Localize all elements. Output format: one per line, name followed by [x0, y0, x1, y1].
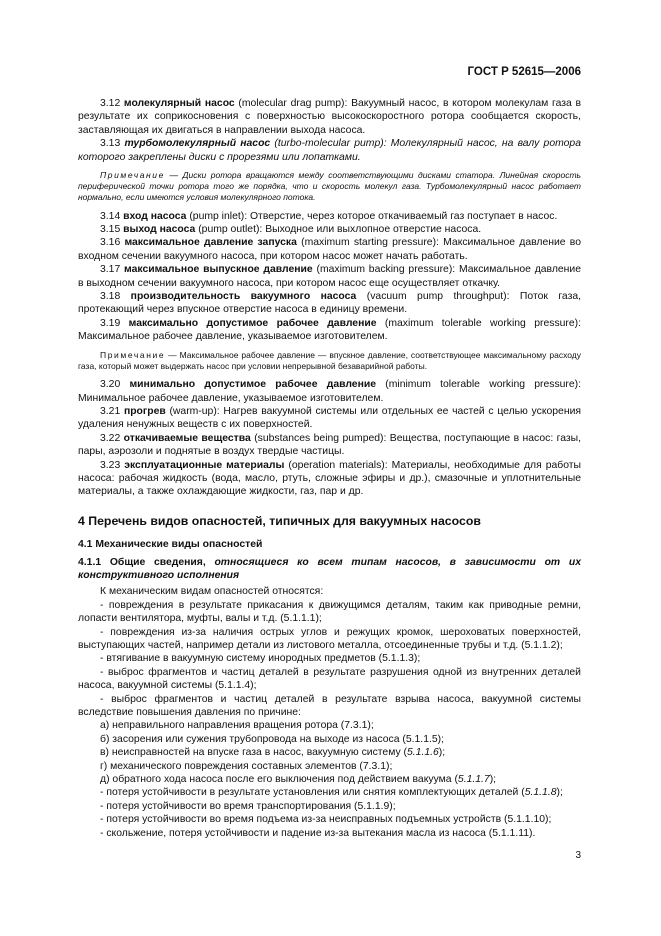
- definition-term: турбомолекулярный насос: [124, 138, 271, 150]
- list-item: [78, 746, 581, 759]
- definition-text: (vacuum pump throughput): Поток газа, протекающий через впускное отверстие насоса в единицу времени.: [78, 291, 581, 316]
- definition-text: (substances being pumped): Вещества, поступающие в насос: газы, пары, аэрозоли и поднятые в воздух твердые частицы.: [78, 432, 582, 458]
- list-item-text: в) неисправностей на впуске газа в насос, вакуумную систему (: [100, 747, 407, 759]
- definition-3-15: [78, 223, 581, 236]
- definitions-3-12-3-13: [78, 97, 581, 164]
- list-item: [78, 800, 581, 813]
- definition-text: (minimum tolerable working pressure): Минимальное рабочее давление, указываемое изготовителем.: [78, 379, 581, 404]
- definition-term: производительность вакуумного насоса: [130, 291, 357, 303]
- definition-3-19: [78, 317, 581, 344]
- list-item: [78, 786, 581, 799]
- list-item-text: б) засорения или сужения трубопровода на выходе из насоса (5.1.1.5);: [100, 733, 444, 745]
- note-2: [78, 350, 581, 372]
- list-item: - повреждения из-за наличия острых углов и режущих кромок, шероховатых поверхностей, выступающих частей, например детали из листового металла, отсоединенные трубы и т.д. (5.1.1.2);: [78, 626, 581, 652]
- definition-text: (turbo-molecular pump): Молекулярный насос, на валу ротора которого закреплены диски с прорезями или лопатками.: [78, 138, 581, 163]
- definitions-3-20-3-23: [78, 378, 581, 499]
- definition-3-17: [78, 263, 581, 290]
- definition-3-12: [78, 97, 581, 137]
- definition-term: эксплуатационные материалы: [124, 459, 285, 471]
- list-item-text: - потеря устойчивости во время транспортирования (5.1.1.9);: [100, 800, 396, 812]
- definition-text: (pump outlet): Выходное или выхлопное отверстие насоса.: [195, 224, 482, 236]
- clause-reference: 5.1.1.7: [457, 774, 490, 786]
- definition-text: (maximum tolerable working pressure): Максимальное рабочее давление, указываемое изготовителем.: [78, 317, 582, 343]
- definition-text: (maximum starting pressure): Максимальное давление во входном сечении вакуумного насоса, при котором насос может начать работать.: [78, 237, 581, 262]
- definition-text: (operation materials): Материалы, необходимые для работы насоса: рабочая жидкость (вода, масло, ртуть, сложные эфиры и др.), смазочные и уплотнительные материалы, а также охлаждающие жидкости, газ, пар и др.: [78, 459, 581, 498]
- definition-term: максимальное выпускное давление: [124, 264, 313, 276]
- list-item: [78, 733, 581, 746]
- definition-number: 3.14: [100, 210, 121, 222]
- definition-3-21: [78, 405, 581, 432]
- section-italic-title: относящиеся ко всем типам насосов, в зависимости от их конструктивного исполнения: [78, 556, 581, 581]
- list-item: - выброс фрагментов и частиц деталей в результате разрушения одной из внутренних деталей насоса, вакуумной системы (5.1.1.4);: [78, 666, 581, 692]
- list-item-text: - скольжение, потеря устойчивости и падение из-за вытекания масла из насоса (5.1.1.11).: [100, 827, 536, 839]
- section-4-1-heading: 4.1 Механические виды опасностей: [78, 539, 263, 551]
- intro-text: К механическим видам опасностей относятся:: [100, 586, 324, 598]
- note-text: — Диски ротора вращаются между соответствующими дисками статора. Линейная скорость периферической точки ротора того же порядка, что и скорость молекул газа. Турбомолекулярный насос работает нормально, если имеются условия молекулярного потока.: [78, 170, 581, 203]
- list-item-text: д) обратного хода насоса после его выключения под действием вакуума (: [100, 774, 458, 786]
- note-1: [78, 170, 581, 204]
- definition-text: (warm-up): Нагрев вакуумной системы или отдельных ее частей с целью ускорения удаления ненужных веществ с их поверхностей.: [78, 405, 581, 431]
- definition-term: откачиваемые вещества: [123, 432, 251, 444]
- definition-3-18: [78, 290, 581, 317]
- definition-number: 3.18: [100, 291, 121, 303]
- page-number: 3: [575, 850, 581, 861]
- clause-reference: 5.1.1.8: [524, 787, 557, 799]
- clause-reference: 5.1.1.6: [407, 747, 439, 759]
- list-item-text: - потеря устойчивости в результате установления или снятия комплектующих деталей (: [100, 787, 525, 799]
- list-item-text: г) механического повреждения составных элементов (7.3.1);: [100, 760, 393, 772]
- note-label: Примечание: [100, 349, 166, 360]
- note-label: Примечание: [100, 170, 165, 181]
- definition-number: 3.17: [100, 264, 121, 276]
- definitions-3-14-3-19: [78, 210, 581, 344]
- list-item: [78, 760, 581, 773]
- list-item-text: - потеря устойчивости во время подъема из-за неисправных подъемных устройств (5.1.1.10);: [100, 814, 552, 826]
- definition-number: 3.16: [100, 237, 121, 249]
- definition-text: (pump inlet): Отверстие, через которое откачиваемый газ поступает в насос.: [186, 210, 558, 222]
- definition-term: максимально допустимое рабочее давление: [128, 317, 377, 329]
- document-body: [78, 97, 581, 840]
- list-item-text: а) неправильного направления вращения ротора (7.3.1);: [100, 720, 374, 732]
- definition-number: 3.23: [100, 459, 121, 471]
- definition-3-22: [78, 432, 581, 459]
- definition-3-13: [78, 137, 581, 164]
- definition-number: 3.22: [100, 432, 121, 444]
- section-number: 4.1.1: [78, 556, 102, 568]
- definition-term: максимальное давление запуска: [124, 237, 297, 249]
- list-item: [78, 719, 581, 732]
- list-item-text-end: );: [489, 774, 497, 786]
- definition-term: молекулярный насос: [123, 98, 235, 109]
- definition-number: 3.20: [100, 379, 121, 391]
- definition-text: (molecular drag pump): Вакуумный насос, в котором молекулам газа в результате их соприкосновения с поверхностью высокоскоростного ротора сообщается скорость, заставляющая их двигаться в направлении выхода насоса.: [78, 98, 581, 136]
- hazard-sublist: [78, 719, 581, 840]
- section-bold-title: Общие сведения,: [101, 556, 206, 568]
- hazard-list: [78, 599, 581, 720]
- definition-3-16: [78, 236, 581, 263]
- list-item: - выброс фрагментов и частиц деталей в результате взрыва насоса, вакуумной системы вследствие повышения давления по причине:: [78, 693, 581, 719]
- definition-number: 3.21: [100, 405, 121, 417]
- definition-3-20: [78, 378, 581, 405]
- section-4-1-1-heading: [78, 556, 581, 583]
- list-item: - повреждения в результате прикасания к движущимся деталям, таким как приводные ремни, лопасти вентилятора, муфты, валы и т.д. (5.1.1.1);: [78, 599, 581, 625]
- list-item: - втягивание в вакуумную систему инородных предметов (5.1.1.3);: [100, 653, 421, 665]
- list-item: [78, 773, 581, 786]
- definition-term: минимально допустимое рабочее давление: [129, 379, 377, 391]
- note-text: — Максимальное рабочее давление — впускное давление, соответствующее максимальному расходу газа, который может выдержать насос при условии непрерывной безаварийной работы.: [78, 349, 581, 371]
- definition-number: 3.15: [100, 224, 121, 236]
- definition-number: 3.13: [100, 138, 121, 150]
- section-4-heading: 4 Перечень видов опасностей, типичных для вакуумных насосов: [78, 513, 481, 528]
- list-item: [78, 827, 581, 840]
- definition-term: прогрев: [123, 405, 166, 417]
- definition-number: 3.12: [100, 98, 121, 109]
- definition-3-14: [78, 210, 581, 223]
- definition-3-23: [78, 459, 581, 499]
- document-id: ГОСТ Р 52615—2006: [467, 66, 581, 78]
- list-item-text-end: );: [438, 747, 446, 759]
- list-item: [78, 813, 581, 826]
- definition-term: выход насоса: [123, 224, 196, 236]
- list-item-text-end: );: [556, 787, 563, 799]
- definition-text: (maximum backing pressure): Максимальное давление в выходном сечении вакуумного насоса, при котором насос еще осуществляет откачку.: [78, 264, 581, 289]
- definition-term: вход насоса: [123, 210, 187, 222]
- definition-number: 3.19: [100, 317, 121, 329]
